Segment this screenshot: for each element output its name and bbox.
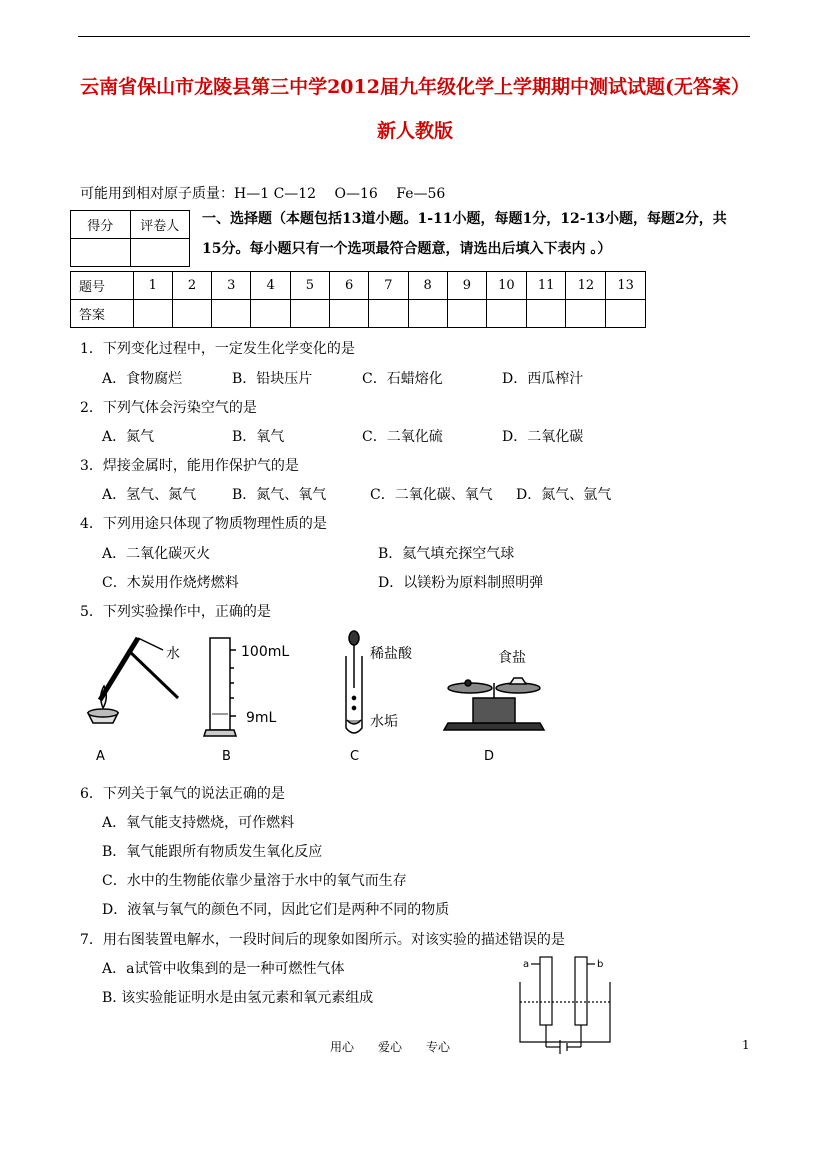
question-number-cell: 8 bbox=[408, 272, 447, 300]
q2-option-d: D．二氧化碳 bbox=[502, 429, 584, 445]
score-cell[interactable] bbox=[71, 239, 131, 267]
answer-cell[interactable] bbox=[251, 300, 290, 328]
answer-cell[interactable] bbox=[133, 300, 172, 328]
q3-option-a: A．氢气、氮气 bbox=[102, 487, 197, 503]
tube-a-label: a bbox=[523, 959, 530, 970]
answer-cell[interactable] bbox=[447, 300, 486, 328]
footer-motto: 用心 爱心 专心 bbox=[330, 1040, 451, 1054]
score-box bbox=[70, 210, 190, 267]
page-number: 1 bbox=[742, 1038, 750, 1052]
q7-option-a: A．a试管中收集到的是一种可燃性气体 bbox=[102, 961, 345, 977]
question-number-cell: 1 bbox=[133, 272, 172, 300]
tube-b-label: b bbox=[597, 959, 604, 970]
answer-cell[interactable] bbox=[172, 300, 211, 328]
label-100ml: 100mL bbox=[241, 644, 290, 660]
section-heading-line1: 一、选择题（本题包括13道小题。1-11小题，每题1分，12-13小题，每题2分，共 bbox=[202, 211, 727, 227]
question-number-cell: 9 bbox=[447, 272, 486, 300]
grader-label: 评卷人 bbox=[130, 211, 190, 239]
q2-option-b: B．氧气 bbox=[232, 429, 285, 445]
question-number-cell: 6 bbox=[329, 272, 368, 300]
answer-cell[interactable] bbox=[369, 300, 408, 328]
question-number-cell: 2 bbox=[172, 272, 211, 300]
question-number-cell: 5 bbox=[290, 272, 329, 300]
question-number-cell: 13 bbox=[606, 272, 646, 300]
answer-cell[interactable] bbox=[329, 300, 368, 328]
question-4-stem: 4．下列用途只体现了物质物理性质的是 bbox=[80, 516, 327, 532]
q3-option-d: D．氮气、氩气 bbox=[516, 487, 612, 503]
q4-option-a: A．二氧化碳灭火 bbox=[102, 546, 211, 562]
q1-option-d: D．西瓜榨汁 bbox=[502, 371, 584, 387]
question-number-cell: 4 bbox=[251, 272, 290, 300]
label-9ml: 9mL bbox=[246, 710, 277, 726]
question-number-cell: 3 bbox=[212, 272, 251, 300]
q3-option-c: C．二氧化碳、氧气 bbox=[370, 487, 493, 503]
figure-a-heating-tube bbox=[88, 638, 178, 723]
header-rule bbox=[78, 36, 750, 37]
figure-c-dropper-tube bbox=[346, 631, 362, 733]
page-subtitle: 新人教版 bbox=[376, 120, 453, 142]
q7-option-b: B. 该实验能证明水是由氢元素和氧元素组成 bbox=[102, 990, 374, 1006]
answer-cell[interactable] bbox=[212, 300, 251, 328]
figure-a-label: A bbox=[96, 749, 105, 764]
figure-d-label: D bbox=[484, 749, 495, 764]
figure-b-label: B bbox=[222, 749, 231, 764]
figure-c-label: C bbox=[350, 749, 360, 764]
q2-option-a: A．氮气 bbox=[102, 429, 155, 445]
question-3-stem: 3．焊接金属时，能用作保护气的是 bbox=[80, 458, 299, 474]
q3-option-b: B．氮气、氧气 bbox=[232, 487, 327, 503]
figure-b-cylinder bbox=[204, 638, 236, 736]
label-dilute-acid: 稀盐酸 bbox=[370, 646, 412, 662]
q4-option-d: D．以镁粉为原料制照明弹 bbox=[378, 575, 544, 591]
q4-option-b: B．氦气填充探空气球 bbox=[378, 546, 515, 562]
q4-option-c: C．木炭用作烧烤燃料 bbox=[102, 575, 239, 591]
q6-option-b: B．氧气能跟所有物质发生氧化反应 bbox=[102, 844, 323, 860]
question-number-cell: 10 bbox=[487, 272, 527, 300]
page-title: 云南省保山市龙陵县第三中学2012届九年级化学上学期期中测试试题(无答案） bbox=[80, 76, 750, 98]
answer-cell[interactable] bbox=[606, 300, 646, 328]
label-scale: 水垢 bbox=[370, 714, 398, 730]
label-salt: 食盐 bbox=[498, 650, 526, 666]
electrolysis-figure bbox=[515, 952, 615, 1057]
row-label-answer: 答案 bbox=[71, 300, 134, 328]
question-number-cell: 7 bbox=[369, 272, 408, 300]
answer-cell[interactable] bbox=[408, 300, 447, 328]
question-6-stem: 6．下列关于氧气的说法正确的是 bbox=[80, 786, 285, 802]
q1-option-b: B．铅块压片 bbox=[232, 371, 313, 387]
question-1-stem: 1．下列变化过程中，一定发生化学变化的是 bbox=[80, 341, 355, 357]
atomic-mass-note: 可能用到相对原子质量：H—1 C—12 O—16 Fe—56 bbox=[80, 186, 446, 202]
answer-cell[interactable] bbox=[526, 300, 566, 328]
question-number-cell: 12 bbox=[566, 272, 606, 300]
q1-option-c: C．石蜡熔化 bbox=[362, 371, 443, 387]
question-2-stem: 2．下列气体会污染空气的是 bbox=[80, 400, 257, 416]
section-heading-line2: 15分。每小题只有一个选项最符合题意，请选出后填入下表内 。） bbox=[202, 241, 612, 257]
question-5-stem: 5．下列实验操作中，正确的是 bbox=[80, 604, 271, 620]
q1-option-a: A．食物腐烂 bbox=[102, 371, 183, 387]
q6-option-d: D．液氧与氧气的颜色不同，因此它们是两种不同的物质 bbox=[102, 902, 450, 918]
figure-d-balance bbox=[444, 678, 544, 730]
row-label-number: 题号 bbox=[71, 272, 134, 300]
q6-option-c: C．水中的生物能依靠少量溶于水中的氧气而生存 bbox=[102, 873, 407, 889]
question-number-cell: 11 bbox=[526, 272, 566, 300]
answer-cell[interactable] bbox=[487, 300, 527, 328]
question-7-stem: 7．用右图装置电解水，一段时间后的现象如图所示。对该实验的描述错误的是 bbox=[80, 932, 565, 948]
q6-option-a: A．氧气能支持燃烧，可作燃料 bbox=[102, 815, 295, 831]
grader-cell[interactable] bbox=[130, 239, 190, 267]
answer-cell[interactable] bbox=[566, 300, 606, 328]
score-label: 得分 bbox=[71, 211, 131, 239]
q5-figure bbox=[78, 628, 548, 768]
label-water: 水 bbox=[166, 646, 180, 662]
answer-table bbox=[70, 271, 646, 328]
answer-cell[interactable] bbox=[290, 300, 329, 328]
q2-option-c: C．二氧化硫 bbox=[362, 429, 443, 445]
